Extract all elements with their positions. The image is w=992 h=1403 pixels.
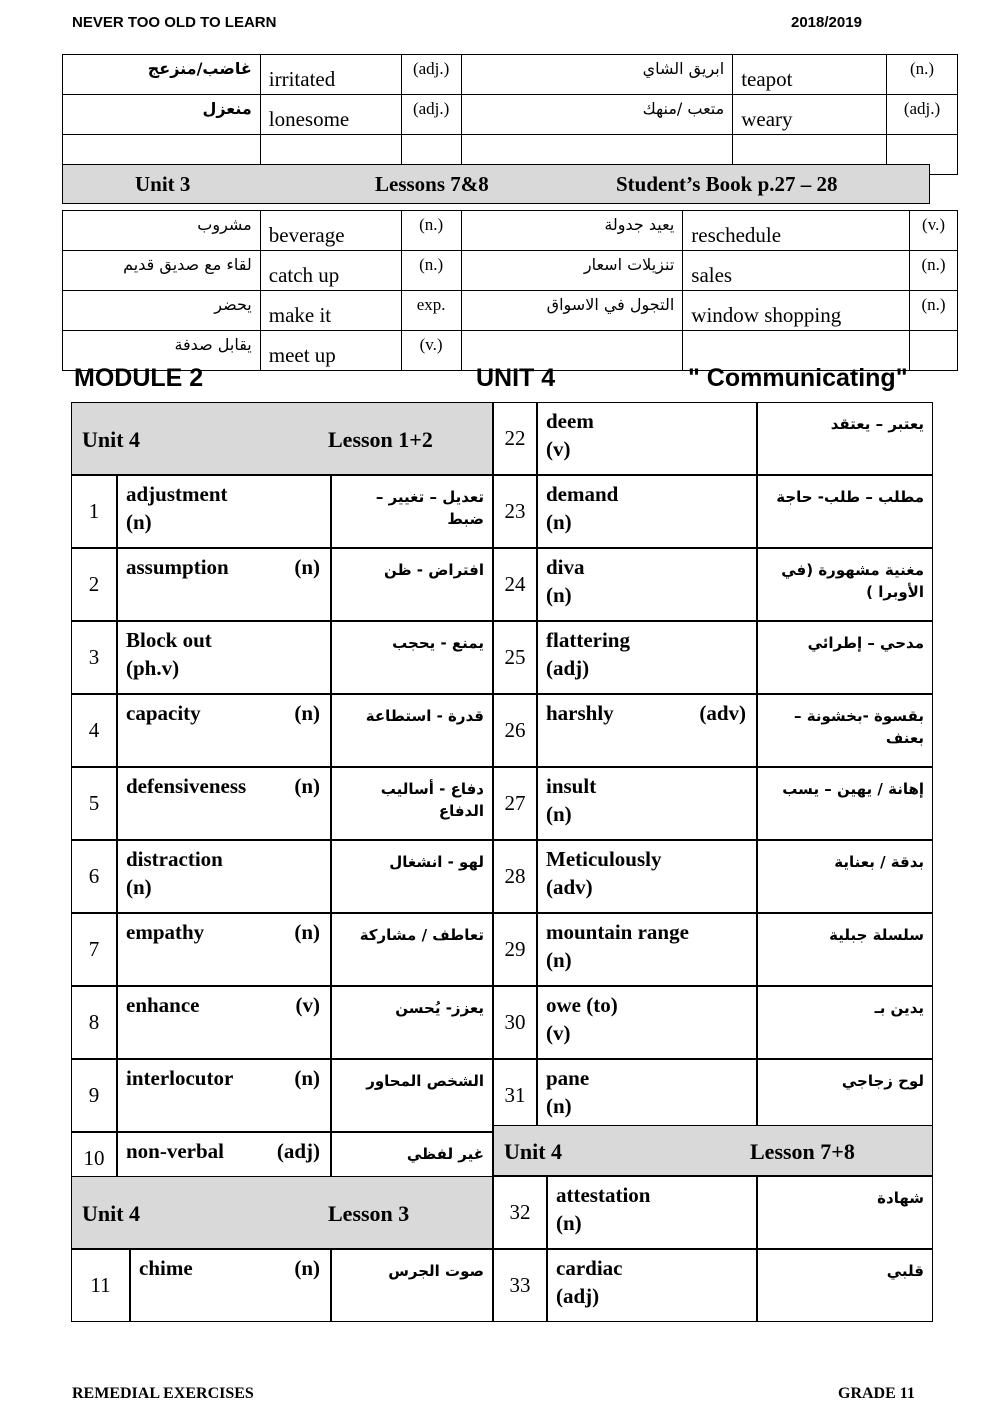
item-word-cell (537, 913, 757, 986)
item-word-cell (117, 840, 331, 913)
unit-title: " Communicating" (688, 364, 908, 392)
vocab-row (63, 95, 958, 135)
cell-ar2: تنزيلات اسعار (461, 251, 683, 291)
vocab-row (63, 211, 958, 251)
item-number-text: 31 (504, 1083, 526, 1107)
item-pos: (n) (294, 774, 320, 798)
item-word: owe (to) (546, 993, 618, 1017)
item-arabic: يعزز- يُحسن (395, 999, 484, 1017)
top-vocab-table (62, 54, 958, 175)
item-word-cell (537, 840, 757, 913)
item-number (493, 548, 537, 621)
item-word: assumption (126, 555, 229, 579)
cell-pos2: (n.) (910, 291, 958, 331)
item-arabic-cell (331, 986, 493, 1059)
item-arabic-cell (331, 913, 493, 986)
item-word: interlocutor (126, 1066, 234, 1090)
item-word-cell (537, 1059, 757, 1132)
item-word-cell (537, 402, 757, 475)
item-number (71, 913, 117, 986)
item-arabic: شهادة (877, 1189, 924, 1207)
unit-label: UNIT 4 (476, 364, 556, 392)
item-number (493, 1059, 537, 1132)
heading-unit: Unit 4 (82, 426, 141, 452)
item-arabic-cell (757, 548, 933, 621)
item-pos: (n) (546, 583, 572, 607)
item-arabic: صوت الجرس (388, 1262, 484, 1280)
item-pos: (n) (294, 1256, 320, 1280)
item-arabic: الشخص المحاور (366, 1072, 484, 1090)
cell-pos2: (n.) (910, 251, 958, 291)
item-word: defensiveness (126, 774, 247, 798)
item-pos: (n) (546, 802, 572, 826)
item-number-text: 5 (88, 791, 100, 815)
item-number (71, 767, 117, 840)
item-number-text: 25 (504, 645, 526, 669)
cell-pos2 (910, 331, 958, 371)
item-pos: (n) (294, 1066, 320, 1090)
item-arabic: غير لفظي (406, 1145, 484, 1163)
item-number-text: 23 (504, 499, 526, 523)
item-number (493, 986, 537, 1059)
cell-pos2: (v.) (910, 211, 958, 251)
item-arabic: مغنية مشهورة (في الأوبرا ) (781, 561, 924, 601)
item-pos: (n) (294, 555, 320, 579)
item-word: deem (546, 409, 594, 433)
cell-en1: irritated (260, 55, 401, 95)
item-word-cell (537, 621, 757, 694)
item-number (71, 1059, 117, 1132)
item-arabic-cell (331, 694, 493, 767)
item-number (493, 621, 537, 694)
item-pos: (ph.v) (126, 656, 180, 680)
cell-ar2: متعب /منهك (461, 95, 733, 135)
item-arabic: بقسوة -بخشونة – بعنف (794, 707, 924, 747)
item-pos: (v) (295, 993, 320, 1017)
item-number (493, 402, 537, 475)
item-arabic-cell (331, 767, 493, 840)
item-word-cell (130, 1249, 331, 1322)
item-number-text: 22 (504, 426, 526, 450)
item-arabic-cell (757, 913, 933, 986)
item-number-text: 6 (88, 864, 100, 888)
item-number (71, 694, 117, 767)
banner-unit: Unit 3 (135, 172, 191, 196)
item-arabic: تعديل – تغيير – ضبط (375, 488, 484, 528)
item-pos: (adv) (546, 875, 593, 899)
item-pos: (n) (294, 701, 320, 725)
cell-ar1: منعزل (63, 95, 261, 135)
item-pos: (adv) (699, 701, 746, 725)
cell-pos1: (adj.) (401, 55, 461, 95)
item-arabic-cell (757, 621, 933, 694)
item-arabic: يعتبر – يعتقد (830, 415, 924, 433)
item-word: insult (546, 774, 597, 798)
cell-ar1: لقاء مع صديق قديم (63, 251, 261, 291)
cell-en1: catch up (260, 251, 401, 291)
item-arabic: مدحي – إطرائي (807, 634, 924, 652)
item-pos: (n) (546, 1094, 572, 1118)
item-arabic-cell (757, 840, 933, 913)
heading-lesson: Lesson 1+2 (328, 426, 433, 452)
item-number (493, 1249, 547, 1322)
item-pos: (n) (546, 510, 572, 534)
cell-pos1: exp. (401, 291, 461, 331)
vocab-row (63, 55, 958, 95)
item-word: chime (139, 1256, 193, 1280)
item-pos: (n) (556, 1211, 582, 1235)
cell-pos1: (n.) (401, 211, 461, 251)
item-arabic-cell (757, 767, 933, 840)
item-pos: (adj) (546, 656, 590, 680)
cell-en1: make it (260, 291, 401, 331)
item-word: mountain range (546, 920, 689, 944)
item-arabic: يدين بـ (874, 999, 924, 1017)
cell-ar2: ابريق الشاي (461, 55, 733, 95)
item-number (493, 767, 537, 840)
item-arabic: بدقة / بعناية (834, 853, 924, 871)
item-number-text: 4 (88, 718, 100, 742)
item-word: Meticulously (546, 847, 662, 871)
item-number (71, 475, 117, 548)
cell-ar1: مشروب (63, 211, 261, 251)
item-arabic: قلبي (886, 1262, 924, 1280)
item-number (493, 840, 537, 913)
item-arabic: لهو - انشغال (389, 853, 484, 871)
item-word-cell (117, 767, 331, 840)
item-pos: (n) (126, 510, 152, 534)
heading-unit: Unit 4 (82, 1200, 141, 1226)
item-pos: (adj) (556, 1284, 600, 1308)
item-number-text: 2 (88, 572, 100, 596)
cell-ar1: يقابل صدفة (63, 331, 261, 371)
item-word-cell (117, 475, 331, 548)
unit3-banner (62, 164, 930, 204)
item-word-cell (547, 1249, 757, 1322)
header-title: NEVER TOO OLD TO LEARN (72, 14, 277, 31)
item-word: cardiac (556, 1256, 623, 1280)
cell-en2: window shopping (683, 291, 910, 331)
cell-en1: meet up (260, 331, 401, 371)
item-word: empathy (126, 920, 205, 944)
cell-pos1: (adj.) (401, 95, 461, 135)
item-word-cell (537, 694, 757, 767)
item-arabic: سلسلة جبلية (829, 926, 924, 944)
module-label: MODULE 2 (74, 364, 204, 392)
cell-pos1: (n.) (401, 251, 461, 291)
left-heading (71, 402, 493, 475)
item-arabic-cell (331, 1249, 493, 1322)
item-number-text: 11 (90, 1273, 111, 1297)
item-word: flattering (546, 628, 630, 652)
item-word: diva (546, 555, 585, 579)
header-year: 2018/2019 (791, 14, 862, 31)
item-arabic: لوح زجاجي (841, 1072, 924, 1090)
item-arabic-cell (331, 840, 493, 913)
item-arabic: تعاطف / مشاركة (359, 926, 484, 944)
heading-lesson: Lesson 7+8 (750, 1138, 855, 1164)
item-number-text: 27 (504, 791, 526, 815)
item-word-cell (117, 913, 331, 986)
item-number-text: 9 (88, 1083, 100, 1107)
cell-en2: reschedule (683, 211, 910, 251)
item-number-text: 10 (83, 1146, 105, 1170)
item-number (71, 840, 117, 913)
item-arabic: مطلب – طلب- حاجة (776, 488, 924, 506)
cell-pos1: (v.) (401, 331, 461, 371)
item-pos: (adj) (276, 1139, 320, 1163)
item-arabic-cell (757, 402, 933, 475)
item-number (493, 694, 537, 767)
footer-left: REMEDIAL EXERCISES (72, 1385, 254, 1402)
cell-en2: weary (733, 95, 887, 135)
heading-lesson: Lesson 3 (328, 1200, 410, 1226)
cell-en2: teapot (733, 55, 887, 95)
cell-ar2: يعيد جدولة (461, 211, 683, 251)
cell-en1: lonesome (260, 95, 401, 135)
item-number (71, 548, 117, 621)
left-heading-2 (71, 1176, 493, 1249)
item-number (493, 913, 537, 986)
item-word: attestation (556, 1183, 651, 1207)
item-pos: (v) (546, 437, 571, 461)
item-word: enhance (126, 993, 200, 1017)
cell-pos2: (n.) (887, 55, 958, 95)
vocab-row (63, 251, 958, 291)
item-number-text: 1 (88, 499, 100, 523)
item-word: harshly (546, 701, 614, 725)
item-arabic-cell (757, 1059, 933, 1132)
cell-ar1: غاضب/منزعج (63, 55, 261, 95)
item-arabic: قدرة - استطاعة (365, 707, 484, 725)
item-word: distraction (126, 847, 223, 871)
item-number-text: 29 (504, 937, 526, 961)
item-word: pane (546, 1066, 590, 1090)
item-number (493, 475, 537, 548)
item-word-cell (117, 1059, 331, 1132)
right-heading-2 (493, 1125, 933, 1176)
item-number-text: 8 (88, 1010, 100, 1034)
vocab-row (63, 291, 958, 331)
item-arabic-cell (331, 621, 493, 694)
item-arabic-cell (757, 1176, 933, 1249)
cell-en2: sales (683, 251, 910, 291)
cell-ar1: يحضر (63, 291, 261, 331)
item-word-cell (537, 475, 757, 548)
banner-lessons: Lessons 7&8 (375, 172, 489, 196)
item-arabic: إهانة / يهين – يسب (782, 780, 924, 798)
item-word-cell (117, 694, 331, 767)
unit3-vocab-table (62, 210, 958, 371)
item-pos: (n) (294, 920, 320, 944)
cell-ar2: التجول في الاسواق (461, 291, 683, 331)
item-arabic: دفاع - أساليب الدفاع (380, 780, 484, 820)
item-pos: (v) (546, 1021, 571, 1045)
item-arabic-cell (331, 475, 493, 548)
item-number (493, 1176, 547, 1249)
item-arabic-cell (331, 1059, 493, 1132)
item-number-text: 30 (504, 1010, 526, 1034)
item-pos: (n) (546, 948, 572, 972)
item-word-cell (547, 1176, 757, 1249)
item-number-text: 7 (88, 937, 100, 961)
item-pos: (n) (126, 875, 152, 899)
item-word: Block out (126, 628, 212, 652)
item-number-text: 33 (509, 1273, 531, 1297)
item-word: non-verbal (126, 1139, 225, 1163)
item-word-cell (117, 986, 331, 1059)
item-arabic-cell (757, 986, 933, 1059)
cell-en1: beverage (260, 211, 401, 251)
item-number (71, 986, 117, 1059)
item-word: capacity (126, 701, 201, 725)
item-arabic-cell (757, 694, 933, 767)
item-arabic-cell (757, 1249, 933, 1322)
item-word: demand (546, 482, 619, 506)
item-arabic-cell (757, 475, 933, 548)
item-word: adjustment (126, 482, 228, 506)
item-number (71, 1249, 130, 1322)
banner-book: Student’s Book p.27 – 28 (616, 172, 838, 196)
cell-pos2: (adj.) (887, 95, 958, 135)
item-word-cell (117, 621, 331, 694)
item-arabic: يمنع - يحجب (392, 634, 484, 652)
item-number-text: 24 (504, 572, 526, 596)
heading-unit: Unit 4 (504, 1138, 563, 1164)
item-number-text: 32 (509, 1200, 531, 1224)
item-number-text: 3 (88, 645, 100, 669)
item-word-cell (537, 986, 757, 1059)
item-number (71, 621, 117, 694)
item-arabic: افتراض - ظن (383, 561, 484, 579)
item-word-cell (537, 548, 757, 621)
item-number-text: 28 (504, 864, 526, 888)
footer-right: GRADE 11 (838, 1385, 915, 1402)
item-word-cell (537, 767, 757, 840)
item-word-cell (117, 548, 331, 621)
item-number-text: 26 (504, 718, 526, 742)
item-arabic-cell (331, 548, 493, 621)
